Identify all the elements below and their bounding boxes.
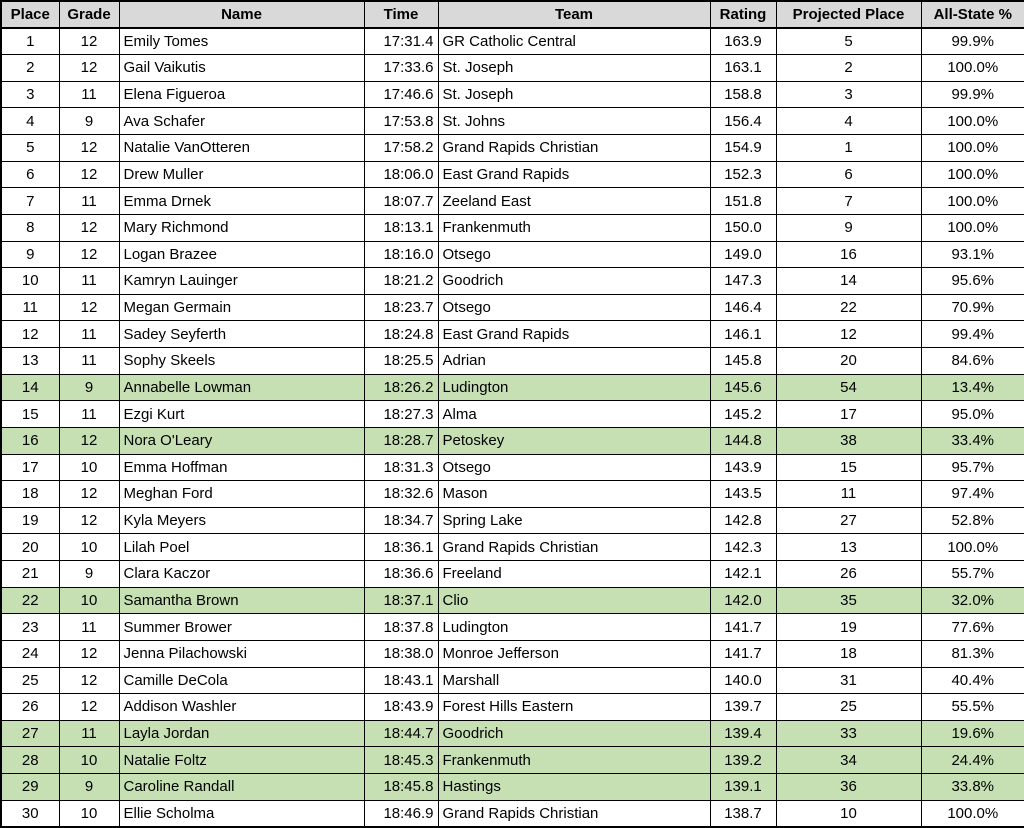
cell-all_state_pct[interactable]: 100.0% — [921, 214, 1024, 241]
cell-team[interactable]: Mason — [438, 481, 710, 508]
cell-projected_place[interactable]: 2 — [776, 55, 921, 82]
cell-name[interactable]: Emma Hoffman — [119, 454, 364, 481]
cell-projected_place[interactable]: 17 — [776, 401, 921, 428]
cell-name[interactable]: Addison Washler — [119, 694, 364, 721]
cell-projected_place[interactable]: 6 — [776, 161, 921, 188]
cell-name[interactable]: Logan Brazee — [119, 241, 364, 268]
cell-time[interactable]: 18:26.2 — [364, 374, 438, 401]
cell-name[interactable]: Annabelle Lowman — [119, 374, 364, 401]
cell-name[interactable]: Camille DeCola — [119, 667, 364, 694]
cell-projected_place[interactable]: 34 — [776, 747, 921, 774]
table-row — [1, 241, 1024, 268]
cell-all_state_pct[interactable]: 100.0% — [921, 55, 1024, 82]
cell-projected_place[interactable]: 7 — [776, 188, 921, 215]
cell-grade[interactable]: 10 — [59, 534, 119, 561]
cell-time[interactable]: 18:27.3 — [364, 401, 438, 428]
cell-team[interactable]: Adrian — [438, 348, 710, 375]
cell-place[interactable]: 12 — [1, 321, 59, 348]
cell-team[interactable]: Clio — [438, 587, 710, 614]
cell-all_state_pct[interactable]: 93.1% — [921, 241, 1024, 268]
cell-name[interactable]: Meghan Ford — [119, 481, 364, 508]
header-cell-rating[interactable]: Rating — [710, 1, 776, 28]
cell-place[interactable]: 5 — [1, 135, 59, 162]
cell-grade[interactable]: 12 — [59, 694, 119, 721]
cell-time[interactable]: 18:28.7 — [364, 427, 438, 454]
cell-rating[interactable]: 138.7 — [710, 800, 776, 827]
cell-grade[interactable]: 9 — [59, 561, 119, 588]
table-row — [1, 188, 1024, 215]
cell-projected_place[interactable]: 18 — [776, 640, 921, 667]
table-row — [1, 55, 1024, 82]
cell-team[interactable]: Grand Rapids Christian — [438, 534, 710, 561]
cell-team[interactable]: Forest Hills Eastern — [438, 694, 710, 721]
cell-projected_place[interactable]: 33 — [776, 720, 921, 747]
cell-name[interactable]: Kamryn Lauinger — [119, 268, 364, 295]
cell-all_state_pct[interactable]: 77.6% — [921, 614, 1024, 641]
cell-projected_place[interactable]: 5 — [776, 28, 921, 55]
cell-place[interactable]: 28 — [1, 747, 59, 774]
header-cell-time[interactable]: Time — [364, 1, 438, 28]
cell-time[interactable]: 18:24.8 — [364, 321, 438, 348]
cell-grade[interactable]: 12 — [59, 55, 119, 82]
table-row — [1, 481, 1024, 508]
cell-rating[interactable]: 163.1 — [710, 55, 776, 82]
cell-time[interactable]: 18:44.7 — [364, 720, 438, 747]
cell-time[interactable]: 18:43.1 — [364, 667, 438, 694]
cell-team[interactable]: Goodrich — [438, 720, 710, 747]
cell-team[interactable]: Alma — [438, 401, 710, 428]
cell-place[interactable]: 9 — [1, 241, 59, 268]
cell-grade[interactable]: 12 — [59, 214, 119, 241]
cell-team[interactable]: Frankenmuth — [438, 747, 710, 774]
cell-team[interactable]: Freeland — [438, 561, 710, 588]
cell-all_state_pct[interactable]: 99.4% — [921, 321, 1024, 348]
cell-all_state_pct[interactable]: 52.8% — [921, 507, 1024, 534]
table-row — [1, 720, 1024, 747]
table-row — [1, 534, 1024, 561]
cell-team[interactable]: Zeeland East — [438, 188, 710, 215]
cell-time[interactable]: 18:21.2 — [364, 268, 438, 295]
cell-name[interactable]: Ellie Scholma — [119, 800, 364, 827]
cell-projected_place[interactable]: 11 — [776, 481, 921, 508]
cell-all_state_pct[interactable]: 97.4% — [921, 481, 1024, 508]
cell-projected_place[interactable]: 35 — [776, 587, 921, 614]
cell-rating[interactable]: 146.1 — [710, 321, 776, 348]
cell-team[interactable]: St. Joseph — [438, 81, 710, 108]
cell-place[interactable]: 21 — [1, 561, 59, 588]
cell-place[interactable]: 4 — [1, 108, 59, 135]
cell-grade[interactable]: 12 — [59, 507, 119, 534]
cell-all_state_pct[interactable]: 95.0% — [921, 401, 1024, 428]
cell-projected_place[interactable]: 36 — [776, 774, 921, 801]
cell-projected_place[interactable]: 12 — [776, 321, 921, 348]
cell-all_state_pct[interactable]: 55.7% — [921, 561, 1024, 588]
cell-name[interactable]: Summer Brower — [119, 614, 364, 641]
cell-time[interactable]: 18:23.7 — [364, 294, 438, 321]
cell-name[interactable]: Sophy Skeels — [119, 348, 364, 375]
cell-projected_place[interactable]: 1 — [776, 135, 921, 162]
table-row — [1, 800, 1024, 827]
cell-place[interactable]: 18 — [1, 481, 59, 508]
cell-time[interactable]: 18:34.7 — [364, 507, 438, 534]
cell-team[interactable]: Ludington — [438, 614, 710, 641]
cell-grade[interactable]: 12 — [59, 667, 119, 694]
table-row — [1, 294, 1024, 321]
cell-all_state_pct[interactable]: 100.0% — [921, 108, 1024, 135]
cell-grade[interactable]: 9 — [59, 774, 119, 801]
cell-name[interactable]: Sadey Seyferth — [119, 321, 364, 348]
cell-all_state_pct[interactable]: 100.0% — [921, 534, 1024, 561]
cell-team[interactable]: Grand Rapids Christian — [438, 800, 710, 827]
cell-all_state_pct[interactable]: 100.0% — [921, 161, 1024, 188]
cell-rating[interactable]: 142.1 — [710, 561, 776, 588]
cell-time[interactable]: 18:36.1 — [364, 534, 438, 561]
cell-all_state_pct[interactable]: 55.5% — [921, 694, 1024, 721]
cell-rating[interactable]: 142.3 — [710, 534, 776, 561]
cell-name[interactable]: Kyla Meyers — [119, 507, 364, 534]
cell-all_state_pct[interactable]: 19.6% — [921, 720, 1024, 747]
cell-grade[interactable]: 11 — [59, 614, 119, 641]
cell-rating[interactable]: 141.7 — [710, 614, 776, 641]
cell-team[interactable]: St. Joseph — [438, 55, 710, 82]
cell-team[interactable]: Spring Lake — [438, 507, 710, 534]
cell-place[interactable]: 26 — [1, 694, 59, 721]
cell-place[interactable]: 23 — [1, 614, 59, 641]
cell-all_state_pct[interactable]: 33.4% — [921, 427, 1024, 454]
cell-place[interactable]: 22 — [1, 587, 59, 614]
table-row — [1, 268, 1024, 295]
table-row — [1, 161, 1024, 188]
cell-rating[interactable]: 141.7 — [710, 640, 776, 667]
cell-all_state_pct[interactable]: 33.8% — [921, 774, 1024, 801]
table-row — [1, 401, 1024, 428]
table-row — [1, 348, 1024, 375]
table-row — [1, 694, 1024, 721]
cell-grade[interactable]: 11 — [59, 401, 119, 428]
cell-place[interactable]: 3 — [1, 81, 59, 108]
cell-grade[interactable]: 9 — [59, 374, 119, 401]
cell-rating[interactable]: 140.0 — [710, 667, 776, 694]
cell-place[interactable]: 14 — [1, 374, 59, 401]
cell-rating[interactable]: 139.1 — [710, 774, 776, 801]
cell-projected_place[interactable]: 25 — [776, 694, 921, 721]
cell-grade[interactable]: 12 — [59, 427, 119, 454]
cell-all_state_pct[interactable]: 13.4% — [921, 374, 1024, 401]
cell-rating[interactable]: 154.9 — [710, 135, 776, 162]
cell-rating[interactable]: 139.2 — [710, 747, 776, 774]
cell-grade[interactable]: 11 — [59, 720, 119, 747]
cell-grade[interactable]: 12 — [59, 28, 119, 55]
cell-all_state_pct[interactable]: 84.6% — [921, 348, 1024, 375]
cell-rating[interactable]: 144.8 — [710, 427, 776, 454]
cell-place[interactable]: 7 — [1, 188, 59, 215]
cell-name[interactable]: Nora O'Leary — [119, 427, 364, 454]
cell-projected_place[interactable]: 31 — [776, 667, 921, 694]
cell-time[interactable]: 18:45.8 — [364, 774, 438, 801]
table-body — [1, 28, 1024, 827]
cell-team[interactable]: Frankenmuth — [438, 214, 710, 241]
table-row — [1, 454, 1024, 481]
cell-grade[interactable]: 10 — [59, 800, 119, 827]
cell-projected_place[interactable]: 4 — [776, 108, 921, 135]
table-row — [1, 427, 1024, 454]
cell-team[interactable]: Goodrich — [438, 268, 710, 295]
cell-place[interactable]: 16 — [1, 427, 59, 454]
cell-all_state_pct[interactable]: 100.0% — [921, 800, 1024, 827]
cell-all_state_pct[interactable]: 32.0% — [921, 587, 1024, 614]
header-cell-all_state_pct[interactable]: All-State % — [921, 1, 1024, 28]
cell-team[interactable]: St. Johns — [438, 108, 710, 135]
cell-rating[interactable]: 145.2 — [710, 401, 776, 428]
cell-team[interactable]: Hastings — [438, 774, 710, 801]
table-row — [1, 614, 1024, 641]
header-cell-place[interactable]: Place — [1, 1, 59, 28]
cell-name[interactable]: Natalie VanOtteren — [119, 135, 364, 162]
table-row — [1, 747, 1024, 774]
cell-grade[interactable]: 11 — [59, 268, 119, 295]
cell-time[interactable]: 18:16.0 — [364, 241, 438, 268]
cell-name[interactable]: Clara Kaczor — [119, 561, 364, 588]
cell-all_state_pct[interactable]: 70.9% — [921, 294, 1024, 321]
cell-place[interactable]: 15 — [1, 401, 59, 428]
cell-team[interactable]: Grand Rapids Christian — [438, 135, 710, 162]
cell-team[interactable]: Ludington — [438, 374, 710, 401]
cell-grade[interactable]: 12 — [59, 294, 119, 321]
cell-time[interactable]: 18:37.1 — [364, 587, 438, 614]
cell-projected_place[interactable]: 9 — [776, 214, 921, 241]
cell-name[interactable]: Layla Jordan — [119, 720, 364, 747]
cell-grade[interactable]: 11 — [59, 188, 119, 215]
cell-place[interactable]: 11 — [1, 294, 59, 321]
cell-place[interactable]: 25 — [1, 667, 59, 694]
cell-rating[interactable]: 156.4 — [710, 108, 776, 135]
cell-projected_place[interactable]: 10 — [776, 800, 921, 827]
table-row — [1, 587, 1024, 614]
cell-place[interactable]: 30 — [1, 800, 59, 827]
cell-time[interactable]: 17:33.6 — [364, 55, 438, 82]
table-row — [1, 640, 1024, 667]
cell-name[interactable]: Natalie Foltz — [119, 747, 364, 774]
cell-all_state_pct[interactable]: 95.7% — [921, 454, 1024, 481]
cell-time[interactable]: 18:31.3 — [364, 454, 438, 481]
cell-time[interactable]: 17:31.4 — [364, 28, 438, 55]
cell-place[interactable]: 24 — [1, 640, 59, 667]
cell-team[interactable]: Otsego — [438, 294, 710, 321]
cell-team[interactable]: East Grand Rapids — [438, 321, 710, 348]
cell-projected_place[interactable]: 22 — [776, 294, 921, 321]
cell-time[interactable]: 18:32.6 — [364, 481, 438, 508]
table-row — [1, 667, 1024, 694]
cell-rating[interactable]: 143.9 — [710, 454, 776, 481]
cell-grade[interactable]: 11 — [59, 321, 119, 348]
table-row — [1, 774, 1024, 801]
cell-grade[interactable]: 12 — [59, 135, 119, 162]
cell-name[interactable]: Ava Schafer — [119, 108, 364, 135]
cell-rating[interactable]: 139.7 — [710, 694, 776, 721]
cell-time[interactable]: 17:58.2 — [364, 135, 438, 162]
table-row — [1, 28, 1024, 55]
cell-projected_place[interactable]: 13 — [776, 534, 921, 561]
cell-rating[interactable]: 139.4 — [710, 720, 776, 747]
cell-time[interactable]: 17:53.8 — [364, 108, 438, 135]
cell-grade[interactable]: 10 — [59, 454, 119, 481]
cell-rating[interactable]: 143.5 — [710, 481, 776, 508]
cell-team[interactable]: East Grand Rapids — [438, 161, 710, 188]
cell-time[interactable]: 18:43.9 — [364, 694, 438, 721]
cell-time[interactable]: 18:46.9 — [364, 800, 438, 827]
cell-grade[interactable]: 10 — [59, 747, 119, 774]
cell-all_state_pct[interactable]: 99.9% — [921, 28, 1024, 55]
cell-grade[interactable]: 9 — [59, 108, 119, 135]
cell-rating[interactable]: 152.3 — [710, 161, 776, 188]
cell-name[interactable]: Drew Muller — [119, 161, 364, 188]
header-cell-team[interactable]: Team — [438, 1, 710, 28]
cell-time[interactable]: 18:06.0 — [364, 161, 438, 188]
cell-team[interactable]: Otsego — [438, 241, 710, 268]
cell-all_state_pct[interactable]: 100.0% — [921, 135, 1024, 162]
cell-time[interactable]: 18:25.5 — [364, 348, 438, 375]
cell-place[interactable]: 19 — [1, 507, 59, 534]
table-row — [1, 81, 1024, 108]
cell-all_state_pct[interactable]: 81.3% — [921, 640, 1024, 667]
table-row — [1, 561, 1024, 588]
cell-time[interactable]: 17:46.6 — [364, 81, 438, 108]
table-row — [1, 108, 1024, 135]
cell-time[interactable]: 18:38.0 — [364, 640, 438, 667]
cell-team[interactable]: Otsego — [438, 454, 710, 481]
header-cell-projected_place[interactable]: Projected Place — [776, 1, 921, 28]
cell-projected_place[interactable]: 19 — [776, 614, 921, 641]
cell-rating[interactable]: 146.4 — [710, 294, 776, 321]
cell-place[interactable]: 8 — [1, 214, 59, 241]
cell-name[interactable]: Gail Vaikutis — [119, 55, 364, 82]
table-row — [1, 374, 1024, 401]
cell-projected_place[interactable]: 20 — [776, 348, 921, 375]
cell-grade[interactable]: 12 — [59, 481, 119, 508]
cell-team[interactable]: Petoskey — [438, 427, 710, 454]
cell-rating[interactable]: 145.6 — [710, 374, 776, 401]
cell-time[interactable]: 18:13.1 — [364, 214, 438, 241]
cell-place[interactable]: 6 — [1, 161, 59, 188]
header-cell-grade[interactable]: Grade — [59, 1, 119, 28]
cell-place[interactable]: 1 — [1, 28, 59, 55]
cell-place[interactable]: 10 — [1, 268, 59, 295]
cell-place[interactable]: 20 — [1, 534, 59, 561]
cell-place[interactable]: 27 — [1, 720, 59, 747]
cell-name[interactable]: Jenna Pilachowski — [119, 640, 364, 667]
cell-grade[interactable]: 11 — [59, 81, 119, 108]
cell-all_state_pct[interactable]: 100.0% — [921, 188, 1024, 215]
cell-rating[interactable]: 142.0 — [710, 587, 776, 614]
table-header — [1, 1, 1024, 28]
cell-rating[interactable]: 145.8 — [710, 348, 776, 375]
cell-name[interactable]: Megan Germain — [119, 294, 364, 321]
cell-name[interactable]: Samantha Brown — [119, 587, 364, 614]
header-cell-name[interactable]: Name — [119, 1, 364, 28]
cell-rating[interactable]: 158.8 — [710, 81, 776, 108]
cell-rating[interactable]: 147.3 — [710, 268, 776, 295]
cell-rating[interactable]: 149.0 — [710, 241, 776, 268]
cell-projected_place[interactable]: 14 — [776, 268, 921, 295]
cell-rating[interactable]: 163.9 — [710, 28, 776, 55]
table-row — [1, 135, 1024, 162]
cell-place[interactable]: 29 — [1, 774, 59, 801]
cell-projected_place[interactable]: 26 — [776, 561, 921, 588]
cell-name[interactable]: Lilah Poel — [119, 534, 364, 561]
cell-grade[interactable]: 11 — [59, 348, 119, 375]
cell-team[interactable]: Marshall — [438, 667, 710, 694]
cell-team[interactable]: Monroe Jefferson — [438, 640, 710, 667]
cell-grade[interactable]: 10 — [59, 587, 119, 614]
table-row — [1, 507, 1024, 534]
cell-name[interactable]: Caroline Randall — [119, 774, 364, 801]
cell-all_state_pct[interactable]: 95.6% — [921, 268, 1024, 295]
cell-projected_place[interactable]: 16 — [776, 241, 921, 268]
cell-name[interactable]: Elena Figueroa — [119, 81, 364, 108]
cell-rating[interactable]: 151.8 — [710, 188, 776, 215]
cell-grade[interactable]: 12 — [59, 241, 119, 268]
table-row — [1, 321, 1024, 348]
cell-place[interactable]: 17 — [1, 454, 59, 481]
cell-time[interactable]: 18:37.8 — [364, 614, 438, 641]
cell-grade[interactable]: 12 — [59, 161, 119, 188]
cell-projected_place[interactable]: 54 — [776, 374, 921, 401]
cell-rating[interactable]: 142.8 — [710, 507, 776, 534]
cell-name[interactable]: Mary Richmond — [119, 214, 364, 241]
cell-time[interactable]: 18:36.6 — [364, 561, 438, 588]
cell-all_state_pct[interactable]: 40.4% — [921, 667, 1024, 694]
cell-rating[interactable]: 150.0 — [710, 214, 776, 241]
cell-projected_place[interactable]: 27 — [776, 507, 921, 534]
cell-place[interactable]: 2 — [1, 55, 59, 82]
cell-projected_place[interactable]: 15 — [776, 454, 921, 481]
table-row — [1, 214, 1024, 241]
cell-place[interactable]: 13 — [1, 348, 59, 375]
cell-projected_place[interactable]: 38 — [776, 427, 921, 454]
cell-name[interactable]: Emily Tomes — [119, 28, 364, 55]
cell-time[interactable]: 18:45.3 — [364, 747, 438, 774]
cell-all_state_pct[interactable]: 99.9% — [921, 81, 1024, 108]
cell-all_state_pct[interactable]: 24.4% — [921, 747, 1024, 774]
cell-grade[interactable]: 12 — [59, 640, 119, 667]
cell-projected_place[interactable]: 3 — [776, 81, 921, 108]
cell-name[interactable]: Ezgi Kurt — [119, 401, 364, 428]
cell-name[interactable]: Emma Drnek — [119, 188, 364, 215]
cell-team[interactable]: GR Catholic Central — [438, 28, 710, 55]
cell-time[interactable]: 18:07.7 — [364, 188, 438, 215]
header-row — [1, 1, 1024, 28]
